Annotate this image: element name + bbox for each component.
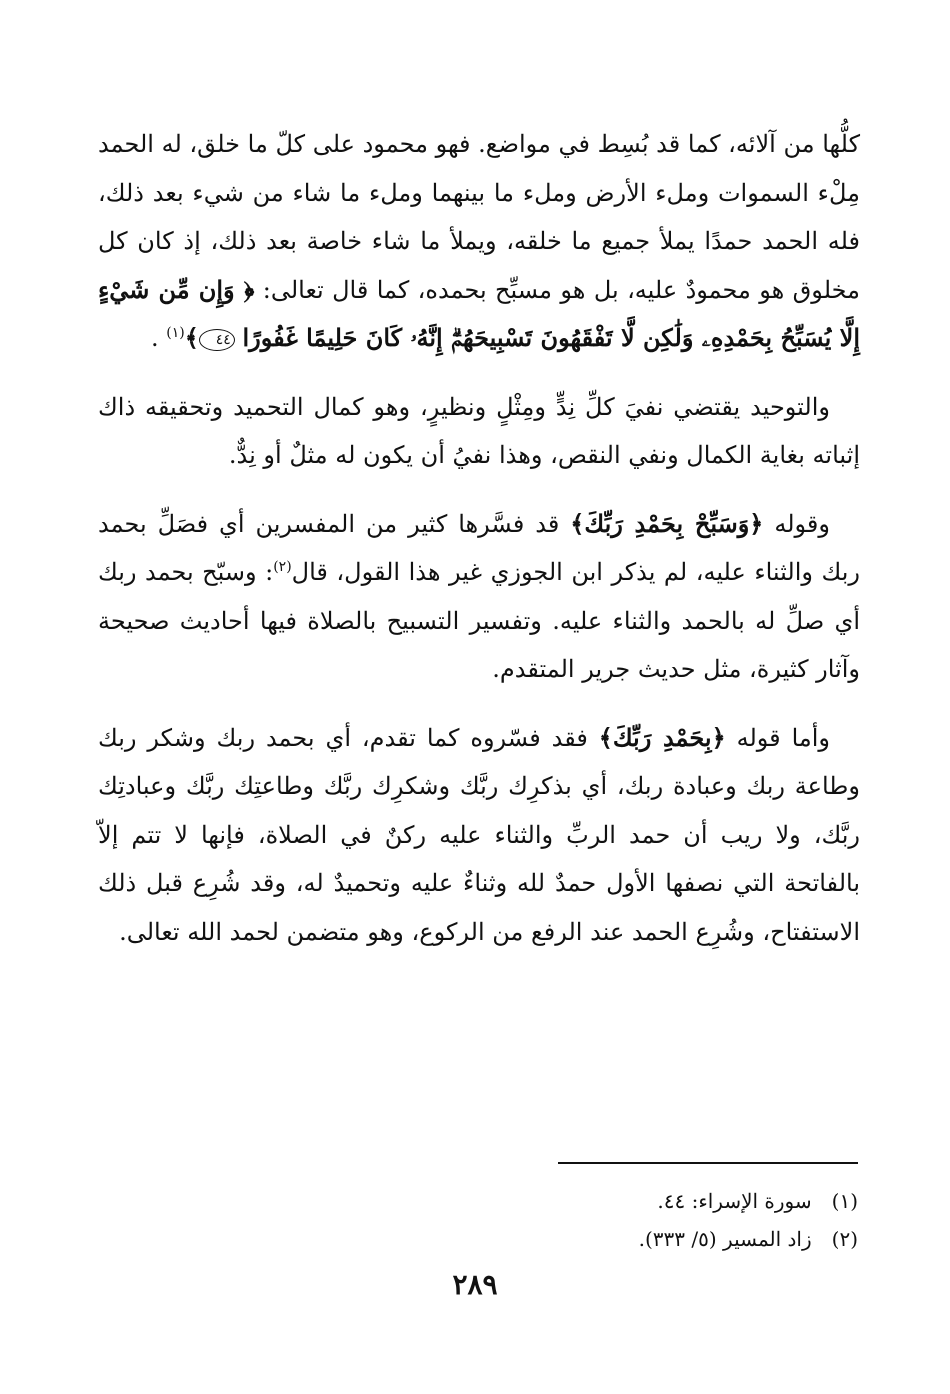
verse-number-marker: ٤٤ <box>199 329 235 351</box>
footnote-2-text: زاد المسير (٥/ ٣٣٣). <box>638 1227 812 1251</box>
footnote-ref-2[interactable]: (٢) <box>273 559 292 575</box>
quran-verse-sabbih: ﴿وَسَبِّحْ بِحَمْدِ رَبِّكَ﴾ <box>570 508 764 538</box>
footnote-2 <box>98 1220 858 1258</box>
quran-verse-isra-44: ﴿ وَإِن مِّن شَيْءٍ إِلَّا يُسَبِّحُ بِحَمْدِهِۦ وَلَٰكِن لَّا تَفْقَهُونَ تَسْبِيحَهُمْۗ إِنَّهُۥ كَانَ حَلِيمًا غَفُورًا <box>98 274 860 352</box>
paragraph-1-text-before: كلُّها من آلائه، كما قد بُسِط في مواضع. فهو محمود على كلّ ما خلق، له الحمد مِلْء السموات وملء الأرض وملء ما بينهما وملء ما شاء من شيء بعد ذلك، فله الحمد حمدًا يملأ جميع ما خلقه، ويملأ ما شاء خاصة بعد ذلك، إذ كان كل مخلوق هو محمودٌ عليه، بل هو مسبِّح بحمده، كما قال تعالى: <box>98 130 861 304</box>
footnote-1-text: سورة الإسراء: ٤٤. <box>657 1189 812 1213</box>
paragraph-4 <box>98 714 860 957</box>
footnote-1 <box>98 1182 858 1220</box>
paragraph-3 <box>98 500 860 694</box>
paragraph-2-text: والتوحيد يقتضي نفيَ كلِّ نِدٍّ ومِثْلٍ ونظيرٍ، وهو كمال التحميد وتحقيقه ذاك إثباته بغاية الكمال ونفي النقص، وهذا نفيُ أن يكون له مثلٌ أو نِدٌّ. <box>98 392 860 469</box>
paragraph-3-text-middle: قد فسَّرها كثير من المفسرين أي فصَلِّ بحمد ربك والثناء عليه، لم يذكر ابن الجوزي غير هذا القول، قال <box>98 509 860 586</box>
footnote-2-mark: (٢) <box>831 1227 858 1251</box>
footnote-1-mark: (١) <box>831 1189 858 1213</box>
footnote-ref-1[interactable]: (١) <box>166 325 185 341</box>
footnotes <box>98 1182 858 1258</box>
paragraph-1-text-after: . <box>151 324 167 352</box>
paragraph-4-text-before: وأما قوله <box>725 723 830 752</box>
paragraph-4-text-after: فقد فسّروه كما تقدم، أي بحمد ربك وشكر ربك وطاعة ربك وعبادة ربك، أي بذكرِك ربَّك وشكرِك ربَّك وطاعتِك ربَّك وعبادتِك ربَّك، ولا ريب أن حمد الربِّ والثناء عليه ركنٌ في الصلاة، فإنها لا تتم إلاّ بالفاتحة التي نصفها الأول حمدٌ لله وثناءٌ عليه وتحميدٌ له، وقد شُرِع قبل ذلك الاستفتاح، وشُرِع الحمد عند الرفع من الركوع، وهو متضمن لحمد الله تعالى. <box>98 723 860 946</box>
paragraph-3-text-after: : وسبّح بحمد ربك أي صلِّ له بالحمد والثناء عليه. وتفسير التسبيح بالصلاة فيها أحاديث صحيحة وآثار كثيرة، مثل حديث جرير المتقدم. <box>98 558 860 683</box>
paragraph-1 <box>98 120 860 363</box>
body-text <box>98 120 860 956</box>
paragraph-3-text-before: وقوله <box>763 509 830 538</box>
paragraph-2 <box>98 383 860 480</box>
page-number: ٢٨٩ <box>452 1268 498 1301</box>
footnote-separator <box>558 1162 858 1164</box>
quran-close-bracket: ﴾ <box>184 323 199 352</box>
quran-verse-bihamdi: ﴿بِحَمْدِ رَبِّكَ﴾ <box>598 722 726 752</box>
